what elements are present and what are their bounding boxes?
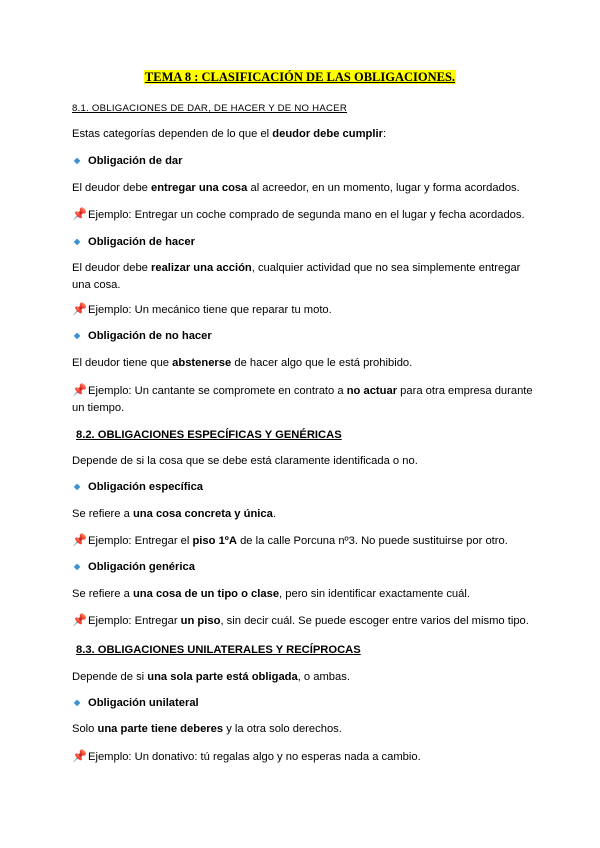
paragraph-dar: El deudor debe entregar una cosa al acreedor, en un momento, lugar y forma acordados. bbox=[72, 182, 520, 194]
blue-diamond-icon: ◆ bbox=[74, 562, 81, 571]
section-heading-8-3: 8.3. OBLIGACIONES UNILATERALES Y RECÍPROCAS bbox=[76, 644, 361, 656]
subheading-obligacion-especifica: ◆ Obligación específica bbox=[74, 481, 204, 493]
paragraph-unilateral: Solo una parte tiene deberes y la otra solo derechos. bbox=[72, 723, 342, 735]
example-especifica: 📌Ejemplo: Entregar el piso 1ºA de la calle Porcuna nº3. No puede sustituirse por otro. bbox=[72, 533, 508, 547]
section-8-3-intro: Depende de si una sola parte está obligada, o ambas. bbox=[72, 671, 350, 683]
blue-diamond-icon: ◆ bbox=[74, 698, 81, 707]
pushpin-icon: 📌 bbox=[72, 749, 87, 763]
example-hacer: 📌Ejemplo: Un mecánico tiene que reparar tu moto. bbox=[72, 302, 332, 316]
section-heading-8-1: 8.1. OBLIGACIONES DE DAR, DE HACER Y DE NO HACER bbox=[72, 103, 348, 114]
paragraph-especifica: Se refiere a una cosa concreta y única. bbox=[72, 508, 276, 520]
pushpin-icon: 📌 bbox=[72, 383, 87, 397]
blue-diamond-icon: ◆ bbox=[74, 156, 81, 165]
paragraph-generica: Se refiere a una cosa de un tipo o clase, pero sin identificar exactamente cuál. bbox=[72, 588, 470, 600]
blue-diamond-icon: ◆ bbox=[74, 482, 81, 491]
paragraph-hacer: El deudor debe realizar una acción, cualquier actividad que no sea simplemente entregar una cosa. bbox=[72, 262, 521, 291]
blue-diamond-icon: ◆ bbox=[74, 237, 81, 246]
section-8-2-intro: Depende de si la cosa que se debe está claramente identificada o no. bbox=[72, 455, 418, 467]
example-generica: 📌Ejemplo: Entregar un piso, sin decir cuál. Se puede escoger entre varios del mismo tipo. bbox=[72, 613, 529, 627]
subheading-obligacion-unilateral: ◆ Obligación unilateral bbox=[74, 697, 199, 709]
section-heading-8-2: 8.2. OBLIGACIONES ESPECÍFICAS Y GENÉRICAS bbox=[76, 429, 342, 441]
subheading-obligacion-hacer: ◆ Obligación de hacer bbox=[74, 236, 195, 248]
paragraph-no-hacer: El deudor tiene que abstenerse de hacer algo que le está prohibido. bbox=[72, 357, 413, 369]
blue-diamond-icon: ◆ bbox=[74, 331, 81, 340]
example-dar: 📌Ejemplo: Entregar un coche comprado de segunda mano en el lugar y fecha acordados. bbox=[72, 207, 525, 221]
pushpin-icon: 📌 bbox=[72, 533, 87, 547]
example-no-hacer: 📌Ejemplo: Un cantante se compromete en contrato a no actuar para otra empresa durante un tiempo. bbox=[72, 383, 533, 414]
pushpin-icon: 📌 bbox=[72, 613, 87, 627]
pushpin-icon: 📌 bbox=[72, 207, 87, 221]
section-8-1-intro: Estas categorías dependen de lo que el deudor debe cumplir: bbox=[72, 128, 387, 140]
pushpin-icon: 📌 bbox=[72, 302, 87, 316]
subheading-obligacion-dar: ◆ Obligación de dar bbox=[74, 155, 183, 167]
subheading-obligacion-generica: ◆ Obligación genérica bbox=[74, 561, 195, 573]
example-unilateral: 📌Ejemplo: Un donativo: tú regalas algo y no esperas nada a cambio. bbox=[72, 749, 421, 763]
subheading-obligacion-no-hacer: ◆ Obligación de no hacer bbox=[74, 330, 212, 342]
document-title: TEMA 8 : CLASIFICACIÓN DE LAS OBLIGACIONES. bbox=[144, 70, 456, 84]
